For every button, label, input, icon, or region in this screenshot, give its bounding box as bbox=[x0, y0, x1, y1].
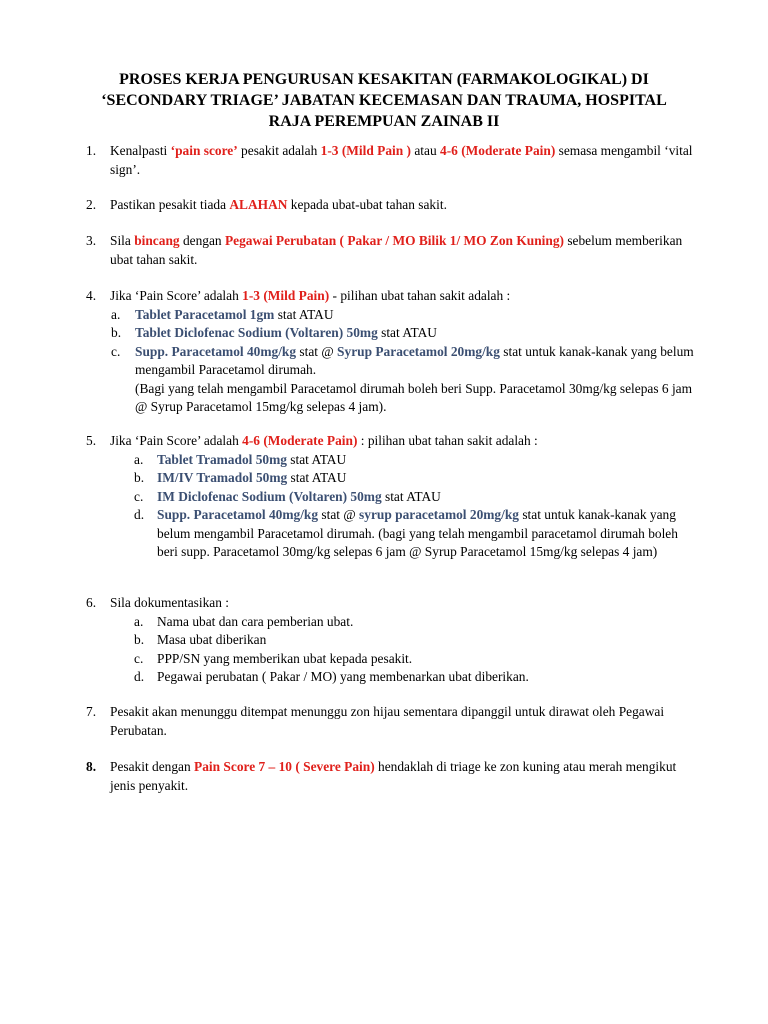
sub-item-note: (Bagi yang telah mengambil Paracetamol dirumah boleh beri Supp. Paracetamol 30mg/kg selepas 6 jam @ Syrup Paracetamol 15mg/kg selepas 4 jam). bbox=[135, 380, 693, 414]
sub-item-letter: b. bbox=[134, 632, 145, 647]
title-line-3: RAJA PEREMPUAN ZAINAB II bbox=[268, 113, 500, 130]
item-text: Sila bincang dengan Pegawai Perubatan ( Pakar / MO Bilik 1/ MO Zon Kuning) sebelum memberikan ubat tahan sakit. bbox=[110, 233, 683, 267]
list-item-5 bbox=[86, 432, 701, 562]
drug-name: Supp. Paracetamol 40mg/kg bbox=[157, 507, 319, 522]
sub-item-c: c. Supp. Paracetamol 40mg/kg stat @ Syrup Paracetamol 20mg/kg stat untuk kanak-kanak yang belum mengambil Paracetamol dirumah. (Bagi yang telah mengambil Paracetamol dirumah boleh beri Supp. Paracetamol 30mg/kg selepas 6 jam @ Syrup Paracetamol 15mg/kg selepas 4 jam). bbox=[111, 343, 694, 414]
item-number: 2. bbox=[86, 197, 97, 212]
drug-name: IM/IV Tramadol 50mg bbox=[157, 470, 288, 485]
sub-item-text: Nama ubat dan cara pemberian ubat. bbox=[157, 613, 354, 629]
sub-item-letter: c. bbox=[134, 488, 144, 504]
list-item-3 bbox=[86, 232, 701, 269]
sub-item-c bbox=[86, 650, 701, 669]
sub-item-letter: c. bbox=[134, 650, 144, 666]
sub-item-b: b. IM/IV Tramadol 50mg stat ATAU bbox=[86, 469, 701, 488]
drug-name: IM Diclofenac Sodium (Voltaren) 50mg bbox=[157, 488, 382, 504]
drug-name: Tablet Paracetamol 1gm bbox=[135, 306, 275, 322]
sub-item-d bbox=[86, 668, 701, 687]
sub-item-a: a. Tablet Tramadol 50mg stat ATAU bbox=[86, 451, 701, 470]
sub-item-a: a. Tablet Paracetamol 1gm stat ATAU bbox=[86, 306, 701, 325]
sub-item-letter: c. bbox=[111, 343, 121, 359]
highlight-moderate-pain: 4-6 (Moderate Pain) bbox=[242, 433, 358, 448]
list-item-4 bbox=[86, 287, 701, 417]
highlight-severe-pain: Pain Score 7 – 10 ( Severe Pain) bbox=[194, 759, 375, 774]
highlight-pegawai-perubatan: Pegawai Perubatan ( Pakar / MO Bilik 1/ MO Zon Kuning) bbox=[224, 233, 564, 248]
item-text: Pesakit dengan Pain Score 7 – 10 ( Severe Pain) hendaklah di triage ke zon kuning atau merah mengikut jenis penyakit. bbox=[110, 759, 677, 793]
list-item-8 bbox=[86, 758, 701, 795]
item-text: Pastikan pesakit tiada ALAHAN kepada ubat-ubat tahan sakit. bbox=[110, 197, 447, 212]
item-number: 7. bbox=[86, 704, 97, 719]
list-item-1 bbox=[86, 142, 701, 179]
sub-item-text: PPP/SN yang memberikan ubat kepada pesakit. bbox=[157, 650, 413, 666]
item-number: 3. bbox=[86, 233, 97, 248]
highlight-alahan: ALAHAN bbox=[229, 197, 288, 212]
drug-name: Tablet Tramadol 50mg bbox=[157, 451, 287, 467]
sub-item-letter: b. bbox=[134, 470, 145, 485]
item-text: Jika ‘Pain Score’ adalah 4-6 (Moderate Pain) : pilihan ubat tahan sakit adalah : bbox=[110, 433, 538, 448]
list-item-7 bbox=[86, 703, 701, 740]
highlight-moderate-pain: 4-6 (Moderate Pain) bbox=[440, 143, 556, 158]
sub-item-a bbox=[86, 613, 701, 632]
sub-item-b: b. Tablet Diclofenac Sodium (Voltaren) 50mg stat ATAU bbox=[86, 324, 701, 343]
list-item-6 bbox=[86, 594, 701, 687]
item-number: 6. bbox=[86, 595, 97, 610]
list-item-2 bbox=[86, 196, 701, 215]
sub-item-text: Masa ubat diberikan bbox=[157, 632, 267, 647]
sub-item-letter: a. bbox=[134, 613, 144, 629]
item-number: 4. bbox=[86, 288, 97, 303]
highlight-mild-pain: 1-3 (Mild Pain) bbox=[242, 288, 330, 303]
sub-item-text: Pegawai perubatan ( Pakar / MO) yang membenarkan ubat diberikan. bbox=[157, 669, 529, 684]
drug-name: Tablet Diclofenac Sodium (Voltaren) 50mg bbox=[135, 325, 378, 340]
sub-item-c: c. IM Diclofenac Sodium (Voltaren) 50mg stat ATAU bbox=[86, 488, 701, 507]
drug-name: syrup paracetamol 20mg/kg bbox=[359, 507, 519, 522]
item-number: 5. bbox=[86, 433, 97, 448]
drug-name: Supp. Paracetamol 40mg/kg bbox=[135, 343, 297, 359]
item-number: 8. bbox=[86, 759, 97, 774]
item-text: Kenalpasti ‘pain score’ pesakit adalah 1-3 (Mild Pain ) atau 4-6 (Moderate Pain) semasa mengambil ‘vital sign’. bbox=[110, 143, 693, 177]
highlight-mild-pain: 1-3 (Mild Pain ) bbox=[320, 143, 412, 158]
sub-item-letter: d. bbox=[134, 669, 145, 684]
drug-name: Syrup Paracetamol 20mg/kg bbox=[337, 343, 500, 359]
item-number: 1. bbox=[86, 143, 97, 158]
document-title bbox=[60, 69, 708, 132]
sub-item-letter: a. bbox=[134, 451, 144, 467]
highlight-pain-score: ‘pain score’ bbox=[170, 143, 238, 158]
sub-item-letter: b. bbox=[111, 325, 122, 340]
sub-item-d: d. Supp. Paracetamol 40mg/kg stat @ syrup paracetamol 20mg/kg stat untuk kanak-kanak yang belum mengambil Paracetamol dirumah. (bagi yang telah mengambil paracetamol dirumah boleh beri supp. Paracetamol 30mg/kg selepas 6 jam @ Syrup Paracetamol 15mg/kg selepas 4 jam) bbox=[134, 507, 678, 559]
sub-item-letter: a. bbox=[111, 306, 121, 322]
sub-item-letter: d. bbox=[134, 507, 145, 522]
item-text: Sila dokumentasikan : bbox=[110, 595, 230, 610]
sub-item-b bbox=[86, 631, 701, 650]
item-text: Jika ‘Pain Score’ adalah 1-3 (Mild Pain) - pilihan ubat tahan sakit adalah : bbox=[110, 288, 511, 303]
highlight-bincang: bincang bbox=[134, 233, 180, 248]
title-line-1: PROSES KERJA PENGURUSAN KESAKITAN (FARMAKOLOGIKAL) DI bbox=[119, 71, 649, 88]
item-text: Pesakit akan menunggu ditempat menunggu zon hijau sementara dipanggil untuk dirawat oleh Pegawai Perubatan. bbox=[110, 704, 665, 738]
title-line-2: ‘SECONDARY TRIAGE’ JABATAN KECEMASAN DAN TRAUMA, HOSPITAL bbox=[101, 92, 667, 109]
